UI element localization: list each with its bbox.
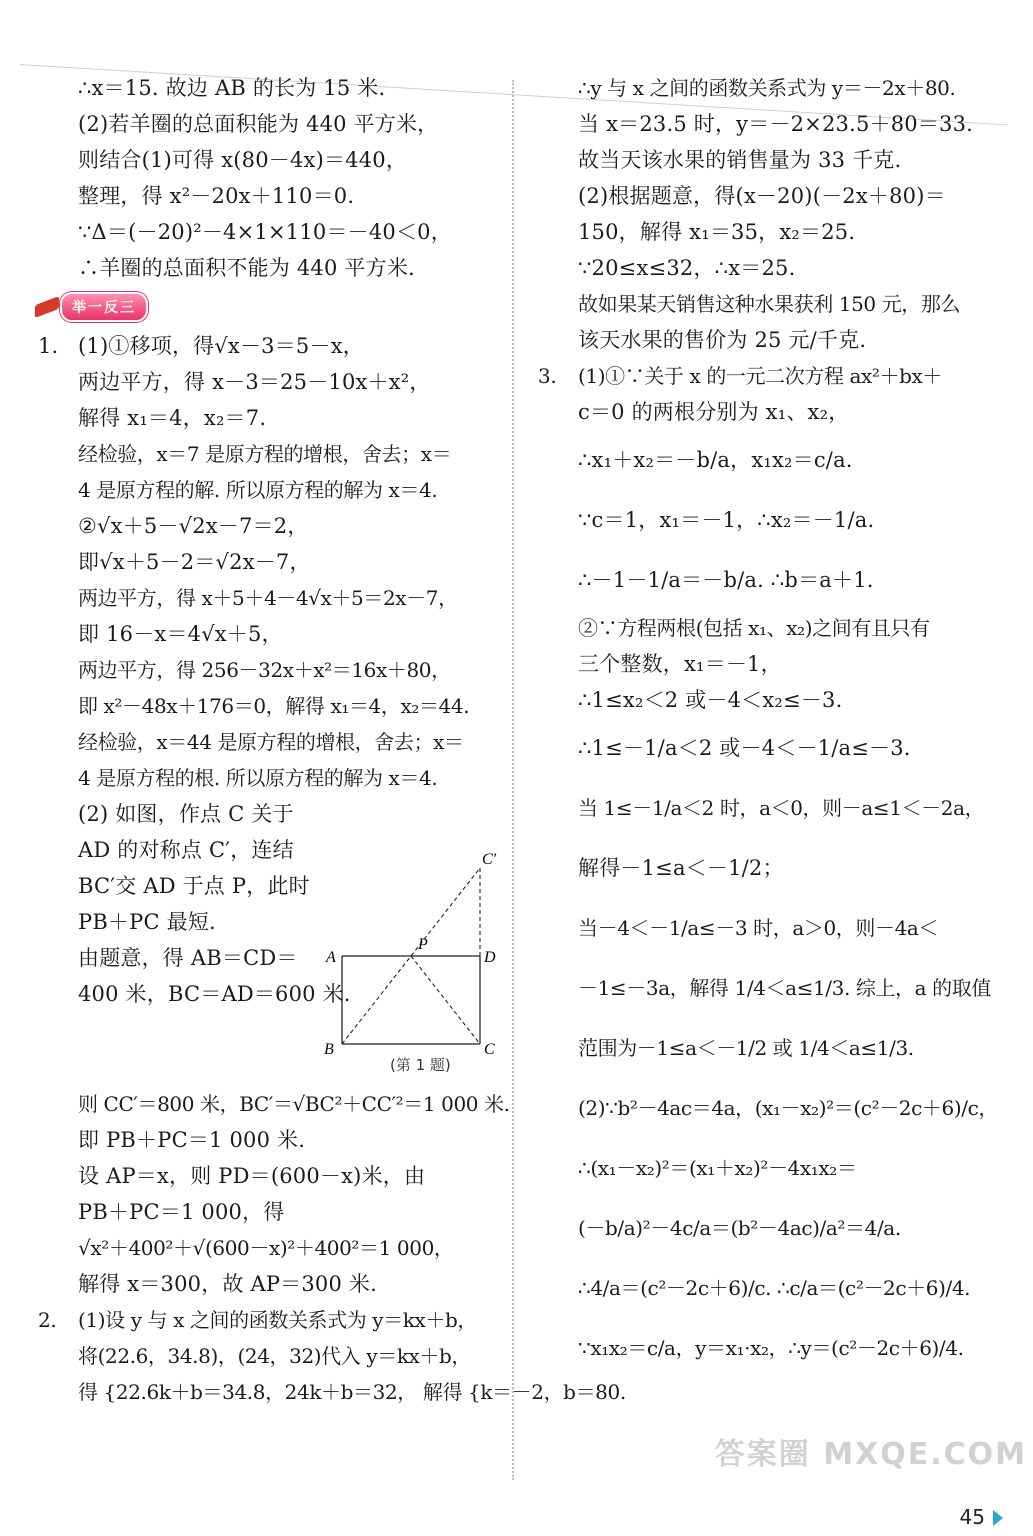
text-line: 得 {22.6k＋b＝34.8，24k＋b＝32， 解得 {k＝－2，b＝80. <box>78 1380 626 1404</box>
text-line: 两边平方，得 256－32x＋x²＝16x＋80， <box>78 658 451 682</box>
text-line: －1≤－3a，解得 1/4＜a≤1/3. 综上，a 的取值 <box>578 976 991 1000</box>
page-number: 45 <box>959 1505 985 1529</box>
question-1-continued <box>30 1086 508 1302</box>
text-line: 设 AP＝x，则 PD＝(600－x)米，由 <box>78 1164 426 1188</box>
text-line: ∴－1－1/a＝－b/a. ∴b＝a＋1. <box>578 568 874 592</box>
text-line: 范围为－1≤a＜－1/2 或 1/4＜a≤1/3. <box>578 1036 914 1060</box>
text-line: 即 16－x＝4√x＋5， <box>78 622 283 646</box>
text-line: 4 是原方程的根. 所以原方程的解为 x＝4. <box>78 766 438 790</box>
figure-caption: (第 1 题) <box>390 1056 451 1074</box>
text-line: 两边平方，得 x－3＝25－10x＋x²， <box>78 370 431 394</box>
text-line: 经检验，x＝44 是原方程的增根，舍去；x＝ <box>78 730 464 754</box>
label-b: B <box>324 1041 334 1056</box>
label-cprime: C′ <box>482 851 497 868</box>
text-line: √x²＋400²＋√(600－x)²＋400²＝1 000， <box>78 1236 454 1260</box>
text-line: 三个整数，x₁＝－1， <box>578 652 782 676</box>
text-line: 解得 x₁＝4，x₂＝7. <box>78 406 267 430</box>
text-line: (2)根据题意，得(x－20)(－2x＋80)＝ <box>578 184 946 208</box>
question-number: 1. <box>38 334 59 358</box>
text-line: 该天水果的售价为 25 元/千克. <box>578 328 867 352</box>
text-line: 整理，得 x²－20x＋110＝0. <box>78 184 355 208</box>
text-line: 即√x＋5－2＝√2x－7， <box>78 550 311 574</box>
segment-pc <box>411 956 480 1044</box>
text-line: 则 CC′＝800 米，BC′＝√BC²＋CC′²＝1 000 米. <box>78 1092 510 1116</box>
text-span: (1)设 y 与 x 之间的函数关系式为 y＝kx＋b， <box>78 1308 477 1332</box>
text-line: 经检验，x＝7 是原方程的增根，舍去；x＝ <box>78 442 452 466</box>
label-a: A <box>326 949 336 966</box>
question-number: 2. <box>38 1308 57 1332</box>
text-line: 当 x＝23.5 时，y＝－2×23.5＋80＝33. <box>578 112 974 136</box>
text-line: 4 是原方程的解. 所以原方程的解为 x＝4. <box>78 478 438 502</box>
text-line: c＝0 的两根分别为 x₁、x₂， <box>578 400 850 424</box>
right-column <box>530 70 1008 1378</box>
figure-block <box>30 796 508 1086</box>
pen-icon <box>35 296 59 318</box>
text-line: 将(22.6，34.8)，(24，32)代入 y＝kx＋b， <box>78 1344 472 1368</box>
text-line: 则结合(1)可得 x(80－4x)＝440， <box>78 148 408 172</box>
text-line: ∴1≤x₂＜2 或－4＜x₂≤－3. <box>578 688 843 712</box>
text-line: ②√x＋5－√2x－7＝2， <box>78 514 309 538</box>
text-line: 即 x²－48x＋176＝0，解得 x₁＝4，x₂＝44. <box>78 694 470 718</box>
text-line: (2)若羊圈的总面积能为 440 平方米， <box>78 112 439 136</box>
page-arrow-icon <box>993 1510 1003 1526</box>
text-line: ∵c＝1，x₁＝－1，∴x₂＝－1/a. <box>578 508 875 532</box>
left-top-block <box>30 70 508 286</box>
text-line: ∴1≤－1/a＜2 或－4＜－1/a≤－3. <box>578 736 911 760</box>
text-line: BC′交 AD 于点 P，此时 <box>78 874 310 898</box>
text-line: ∵Δ＝(－20)²－4×1×110＝－40＜0， <box>78 220 452 244</box>
text-line: ∴x₁＋x₂＝－b/a，x₁x₂＝c/a. <box>578 448 853 472</box>
text-line <box>38 328 508 364</box>
text-line: ∴(x₁－x₂)²＝(x₁＋x₂)²－4x₁x₂＝ <box>578 1156 857 1180</box>
text-span: (1)①∵关于 x 的一元二次方程 ax²＋bx＋ <box>578 364 942 388</box>
text-line: 150，解得 x₁＝35，x₂＝25. <box>578 220 856 244</box>
text-line: 400 米，BC＝AD＝600 米. <box>78 982 351 1006</box>
text-line: ∵20≤x≤32，∴x＝25. <box>578 256 796 280</box>
question-2-continued <box>530 70 1008 358</box>
text-line: 解得 x＝300，故 AP＝300 米. <box>78 1272 378 1296</box>
text-line: 故如果某天销售这种水果获利 150 元，那么 <box>578 292 961 316</box>
geometry-figure <box>320 796 510 1056</box>
text-line: ∵x₁x₂＝c/a，y＝x₁·x₂，∴y＝(c²－2c＋6)/4. <box>578 1336 964 1360</box>
left-column <box>30 70 626 1410</box>
text-line: 当 1≤－1/a＜2 时，a＜0，则－a≤1＜－2a， <box>578 796 985 820</box>
text-line: 由题意，得 AB＝CD＝ <box>78 946 298 970</box>
figure-side-text <box>78 796 351 1012</box>
question-3 <box>530 358 1008 1378</box>
text-line: ∴4/a＝(c²－2c＋6)/c. ∴c/a＝(c²－2c＋6)/4. <box>578 1276 971 1300</box>
text-line: PB＋PC 最短. <box>78 910 216 934</box>
text-line: (－b/a)²－4c/a＝(b²－4ac)/a²＝4/a. <box>578 1216 901 1240</box>
text-line: ∴羊圈的总面积不能为 440 平方米. <box>78 256 415 280</box>
text-line: ∴x＝15. 故边 AB 的长为 15 米. <box>78 76 386 100</box>
section-badge-label: 举一反三 <box>60 292 148 322</box>
text-line: (2)∵b²－4ac＝4a，(x₁－x₂)²＝(c²－2c＋6)/c， <box>578 1096 999 1120</box>
label-c: C <box>484 1041 495 1056</box>
text-line <box>38 1302 508 1338</box>
text-line: ②∵方程两根(包括 x₁、x₂)之间有且只有 <box>578 616 930 640</box>
question-1 <box>30 328 508 796</box>
label-p: P <box>418 936 428 953</box>
text-span: (1)①移项，得√x－3＝5－x， <box>78 334 364 358</box>
section-badge <box>36 292 148 322</box>
text-line: 即 PB＋PC＝1 000 米. <box>78 1128 306 1152</box>
text-line <box>538 358 1008 394</box>
question-2 <box>30 1302 626 1410</box>
text-line: 解得－1≤a＜－1/2； <box>578 856 784 880</box>
text-line: ∴y 与 x 之间的函数关系式为 y＝－2x＋80. <box>578 76 956 100</box>
label-d: D <box>484 949 496 966</box>
text-line: AD 的对称点 C′，连结 <box>78 838 294 862</box>
text-line: 两边平方，得 x＋5＋4－4√x＋5＝2x－7， <box>78 586 458 610</box>
text-line: (2) 如图，作点 C 关于 <box>78 802 294 826</box>
text-line: 故当天该水果的销售量为 33 千克. <box>578 148 902 172</box>
text-line: 当－4＜－1/a≤－3 时，a＞0，则－4a＜ <box>578 916 939 940</box>
question-number: 3. <box>538 364 557 388</box>
column-divider <box>512 80 514 1480</box>
text-line: PB＋PC＝1 000，得 <box>78 1200 285 1224</box>
watermark-logo: 答案圈 MXQE.COM <box>714 1437 1027 1472</box>
